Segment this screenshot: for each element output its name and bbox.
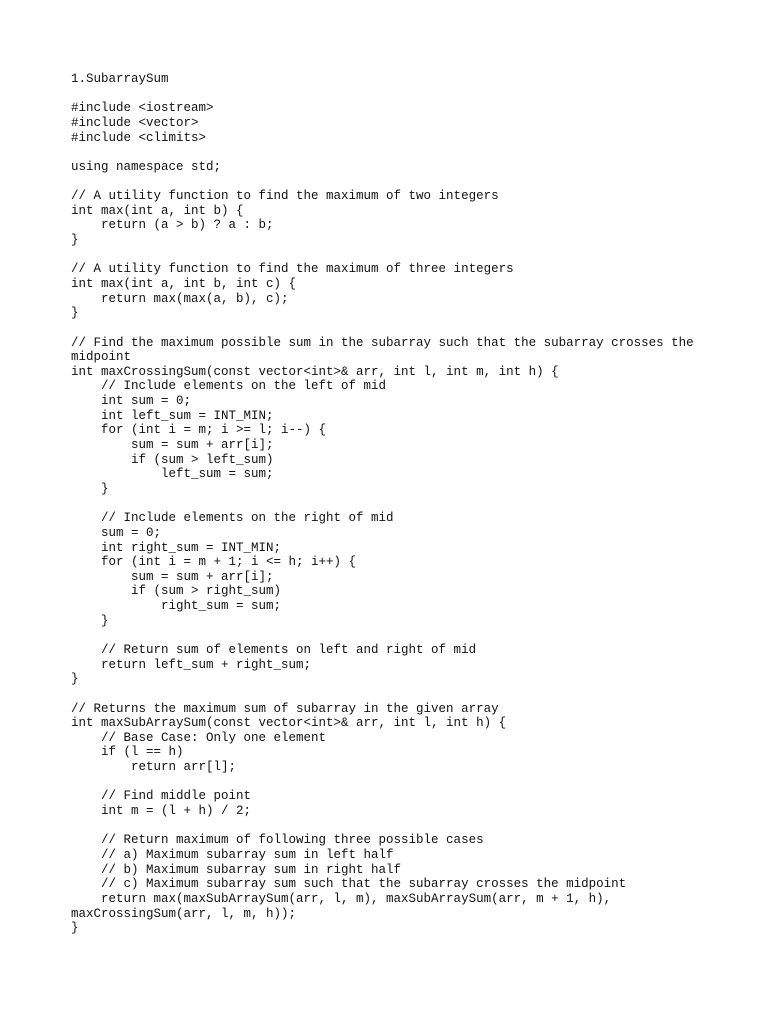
code-line: [71, 248, 751, 263]
code-line: int maxCrossingSum(const vector<int>& arr, int l, int m, int h) {: [71, 364, 559, 379]
code-line: [71, 628, 751, 643]
code-line: if (sum > left_sum): [71, 452, 274, 467]
code-line: return arr[l];: [71, 760, 237, 775]
code-line: }: [71, 233, 79, 248]
code-line: [71, 321, 751, 336]
code-line: [71, 775, 751, 790]
code-line: // b) Maximum subarray sum in right half: [71, 862, 402, 877]
code-line: maxCrossingSum(arr, l, m, h));: [71, 906, 297, 921]
code-line: [71, 497, 751, 512]
code-line: // Find middle point: [71, 789, 252, 804]
code-line: // A utility function to find the maximum of two integers: [71, 189, 499, 204]
code-line: return max(max(a, b), c);: [71, 291, 289, 306]
code-line: #include <climits>: [71, 130, 207, 145]
code-line: for (int i = m; i >= l; i--) {: [71, 423, 327, 438]
code-line: if (l == h): [71, 745, 184, 760]
code-line: [71, 145, 751, 160]
code-block: [71, 72, 751, 936]
code-line: return left_sum + right_sum;: [71, 657, 312, 672]
code-line: int sum = 0;: [71, 394, 192, 409]
code-line: // Find the maximum possible sum in the subarray such that the subarray crosses the: [71, 335, 694, 350]
code-line: right_sum = sum;: [71, 599, 282, 614]
code-line: int m = (l + h) / 2;: [71, 804, 252, 819]
document-title: 1.SubarraySum: [71, 72, 169, 86]
code-line: sum = 0;: [71, 525, 162, 540]
code-line: [71, 687, 751, 702]
code-line: using namespace std;: [71, 159, 222, 174]
code-line: int maxSubArraySum(const vector<int>& arr, int l, int h) {: [71, 716, 507, 731]
code-line: return max(maxSubArraySum(arr, l, m), maxSubArraySum(arr, m + 1, h),: [71, 891, 612, 906]
code-line: // a) Maximum subarray sum in left half: [71, 847, 394, 862]
code-line: int max(int a, int b) {: [71, 203, 244, 218]
code-line: }: [71, 306, 79, 321]
code-line: }: [71, 481, 109, 496]
code-line: midpoint: [71, 350, 132, 365]
code-line: // c) Maximum subarray sum such that the subarray crosses the midpoint: [71, 877, 627, 892]
code-line: }: [71, 921, 79, 936]
code-line: }: [71, 613, 109, 628]
code-line: // Return sum of elements on left and right of mid: [71, 642, 477, 657]
code-line: if (sum > right_sum): [71, 584, 282, 599]
code-line: // Include elements on the left of mid: [71, 379, 387, 394]
code-line: int max(int a, int b, int c) {: [71, 276, 297, 291]
code-line: int left_sum = INT_MIN;: [71, 408, 274, 423]
code-line: sum = sum + arr[i];: [71, 569, 274, 584]
code-line: #include <iostream>: [71, 101, 214, 116]
code-line: sum = sum + arr[i];: [71, 438, 274, 453]
code-line: // Include elements on the right of mid: [71, 511, 394, 526]
code-line: // Base Case: Only one element: [71, 730, 327, 745]
code-line: left_sum = sum;: [71, 467, 274, 482]
code-line: // Return maximum of following three possible cases: [71, 833, 484, 848]
code-line: [71, 819, 751, 834]
code-line: #include <vector>: [71, 115, 199, 130]
code-line: }: [71, 672, 79, 687]
code-line: return (a > b) ? a : b;: [71, 218, 274, 233]
code-line: int right_sum = INT_MIN;: [71, 540, 282, 555]
code-line: // A utility function to find the maximum of three integers: [71, 262, 514, 277]
code-line: for (int i = m + 1; i <= h; i++) {: [71, 555, 357, 570]
code-line: [71, 87, 751, 102]
code-line: // Returns the maximum sum of subarray in the given array: [71, 701, 499, 716]
code-line: [71, 174, 751, 189]
